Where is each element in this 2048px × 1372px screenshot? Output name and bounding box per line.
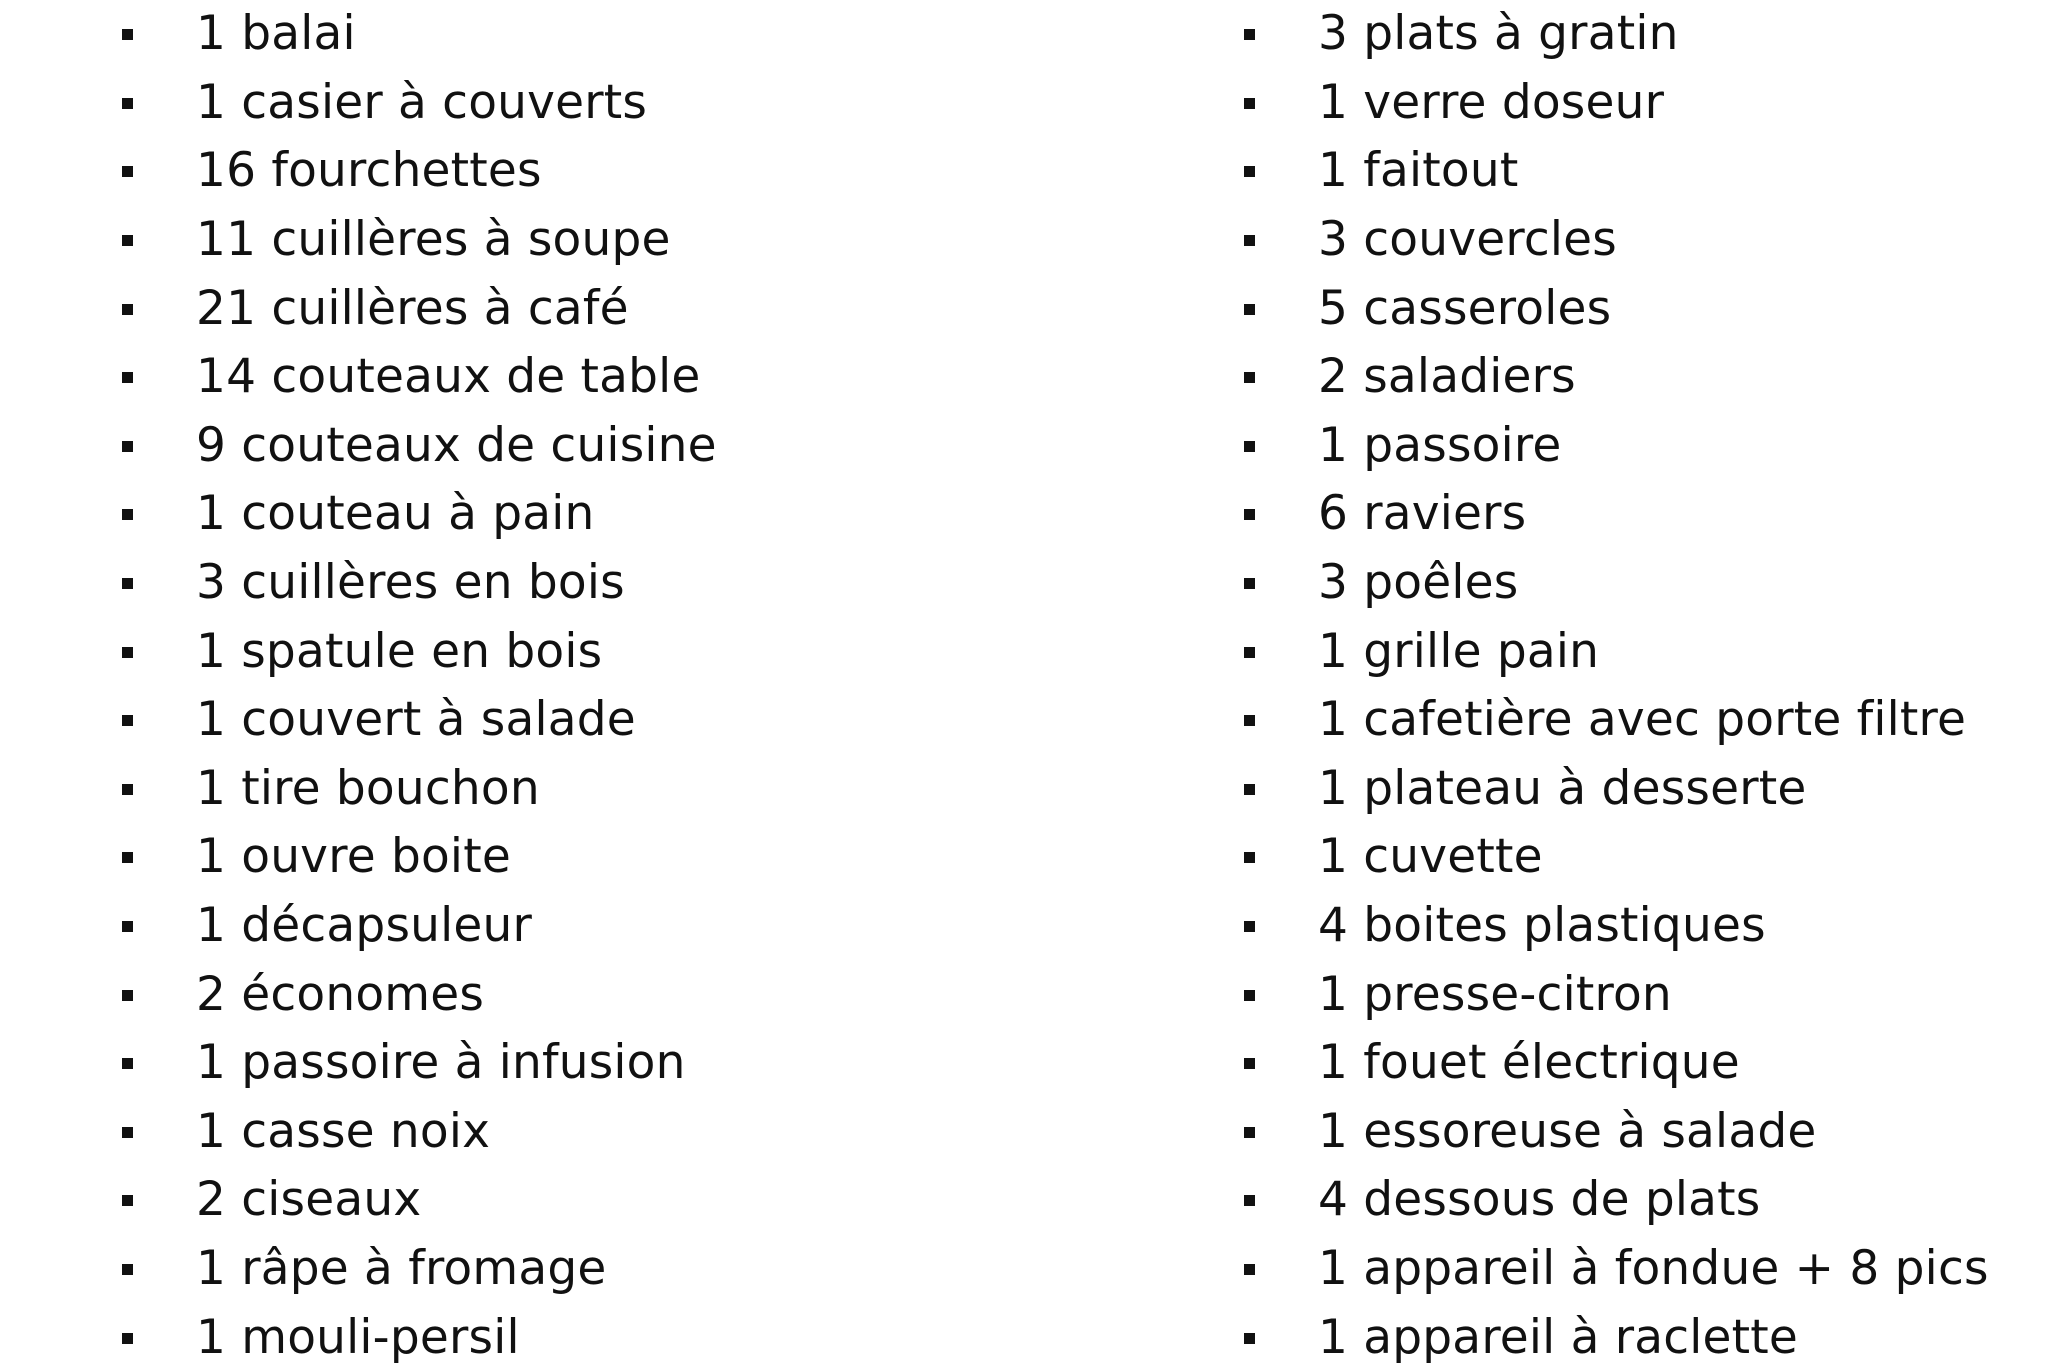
list-item xyxy=(110,892,1110,961)
square-bullet-icon xyxy=(1244,1195,1255,1206)
list-item xyxy=(110,274,1110,343)
list-item-text: 1 passoire à infusion xyxy=(196,1035,686,1091)
list-item-text: 9 couteaux de cuisine xyxy=(196,417,717,473)
square-bullet-icon xyxy=(122,304,133,315)
square-bullet-icon xyxy=(122,166,133,177)
square-bullet-icon xyxy=(1244,1127,1255,1138)
list-item-text: 1 râpe à fromage xyxy=(196,1240,607,1296)
square-bullet-icon xyxy=(122,1333,133,1344)
list-item xyxy=(1232,960,2012,1029)
list-item xyxy=(110,412,1110,481)
square-bullet-icon xyxy=(122,98,133,109)
list-item xyxy=(1232,1029,2012,1098)
list-item xyxy=(1232,892,2012,961)
list-item xyxy=(110,480,1110,549)
list-item xyxy=(1232,206,2012,275)
list-item-text: 21 cuillères à café xyxy=(196,280,629,336)
square-bullet-icon xyxy=(1244,578,1255,589)
list-item-text: 1 tire bouchon xyxy=(196,760,540,816)
list-item xyxy=(110,1166,1110,1235)
square-bullet-icon xyxy=(1244,1333,1255,1344)
list-item-text: 11 cuillères à soupe xyxy=(196,212,671,268)
list-item-text: 3 cuillères en bois xyxy=(196,555,625,611)
list-item xyxy=(1232,274,2012,343)
list-item xyxy=(110,617,1110,686)
list-item xyxy=(1232,617,2012,686)
list-item xyxy=(110,549,1110,618)
list-item xyxy=(1232,823,2012,892)
list-item xyxy=(1232,1235,2012,1304)
list-item-text: 1 passoire xyxy=(1318,417,1562,473)
square-bullet-icon xyxy=(1244,990,1255,1001)
list-item xyxy=(1232,412,2012,481)
square-bullet-icon xyxy=(122,784,133,795)
list-item-text: 1 cuvette xyxy=(1318,829,1543,885)
list-item-text: 2 saladiers xyxy=(1318,349,1576,405)
square-bullet-icon xyxy=(1244,509,1255,520)
square-bullet-icon xyxy=(1244,852,1255,863)
square-bullet-icon xyxy=(122,647,133,658)
list-item xyxy=(1232,343,2012,412)
list-item xyxy=(1232,1098,2012,1167)
list-item xyxy=(1232,1303,2012,1372)
list-item-text: 1 décapsuleur xyxy=(196,898,533,954)
list-item xyxy=(110,0,1110,69)
list-item xyxy=(110,206,1110,275)
list-item xyxy=(110,686,1110,755)
square-bullet-icon xyxy=(1244,441,1255,452)
right-inventory-list xyxy=(1232,0,2012,1372)
square-bullet-icon xyxy=(122,1264,133,1275)
square-bullet-icon xyxy=(1244,784,1255,795)
list-item-text: 1 essoreuse à salade xyxy=(1318,1103,1817,1159)
list-item xyxy=(110,1235,1110,1304)
list-item xyxy=(1232,549,2012,618)
square-bullet-icon xyxy=(1244,1264,1255,1275)
list-item xyxy=(1232,480,2012,549)
square-bullet-icon xyxy=(1244,715,1255,726)
list-item-text: 3 couvercles xyxy=(1318,212,1617,268)
list-item xyxy=(1232,69,2012,138)
list-item-text: 3 plats à gratin xyxy=(1318,6,1679,62)
square-bullet-icon xyxy=(122,1127,133,1138)
list-item-text: 1 verre doseur xyxy=(1318,74,1665,130)
list-item xyxy=(1232,0,2012,69)
list-item-text: 1 casier à couverts xyxy=(196,74,648,130)
square-bullet-icon xyxy=(1244,304,1255,315)
list-item xyxy=(110,823,1110,892)
list-item xyxy=(1232,686,2012,755)
square-bullet-icon xyxy=(122,509,133,520)
square-bullet-icon xyxy=(122,441,133,452)
list-item-text: 1 couvert à salade xyxy=(196,692,636,748)
list-item-text: 6 raviers xyxy=(1318,486,1527,542)
list-item-text: 1 fouet électrique xyxy=(1318,1035,1740,1091)
square-bullet-icon xyxy=(1244,647,1255,658)
square-bullet-icon xyxy=(1244,921,1255,932)
list-item-text: 5 casseroles xyxy=(1318,280,1612,336)
list-item xyxy=(110,1098,1110,1167)
list-item-text: 1 cafetière avec porte filtre xyxy=(1318,692,1967,748)
square-bullet-icon xyxy=(1244,98,1255,109)
square-bullet-icon xyxy=(1244,372,1255,383)
list-item-text: 16 fourchettes xyxy=(196,143,542,199)
list-item-text: 2 économes xyxy=(196,966,485,1022)
list-item-text: 1 appareil à raclette xyxy=(1318,1309,1799,1365)
square-bullet-icon xyxy=(122,1058,133,1069)
list-item xyxy=(110,755,1110,824)
square-bullet-icon xyxy=(122,235,133,246)
list-item-text: 1 faitout xyxy=(1318,143,1519,199)
list-item-text: 1 plateau à desserte xyxy=(1318,760,1807,816)
list-item-text: 4 dessous de plats xyxy=(1318,1172,1761,1228)
square-bullet-icon xyxy=(1244,29,1255,40)
left-inventory-list xyxy=(110,0,1110,1372)
list-item-text: 1 mouli-persil xyxy=(196,1309,520,1365)
list-item-text: 1 ouvre boite xyxy=(196,829,511,885)
list-item xyxy=(110,1303,1110,1372)
list-item xyxy=(110,69,1110,138)
list-item xyxy=(1232,1166,2012,1235)
square-bullet-icon xyxy=(122,921,133,932)
list-item-text: 1 spatule en bois xyxy=(196,623,603,679)
list-item-text: 2 ciseaux xyxy=(196,1172,422,1228)
square-bullet-icon xyxy=(122,852,133,863)
square-bullet-icon xyxy=(122,715,133,726)
list-item-text: 1 casse noix xyxy=(196,1103,491,1159)
square-bullet-icon xyxy=(122,578,133,589)
list-item-text: 1 presse-citron xyxy=(1318,966,1672,1022)
list-item xyxy=(110,960,1110,1029)
list-item-text: 14 couteaux de table xyxy=(196,349,701,405)
square-bullet-icon xyxy=(122,1195,133,1206)
list-item-text: 3 poêles xyxy=(1318,555,1519,611)
list-item-text: 1 couteau à pain xyxy=(196,486,595,542)
list-item xyxy=(1232,755,2012,824)
list-item xyxy=(110,343,1110,412)
list-item xyxy=(110,137,1110,206)
list-item xyxy=(1232,137,2012,206)
square-bullet-icon xyxy=(1244,166,1255,177)
square-bullet-icon xyxy=(122,990,133,1001)
list-item xyxy=(110,1029,1110,1098)
list-item-text: 4 boites plastiques xyxy=(1318,898,1766,954)
list-item-text: 1 grille pain xyxy=(1318,623,1600,679)
list-item-text: 1 appareil à fondue + 8 pics xyxy=(1318,1240,1989,1296)
square-bullet-icon xyxy=(1244,1058,1255,1069)
square-bullet-icon xyxy=(122,372,133,383)
square-bullet-icon xyxy=(1244,235,1255,246)
list-item-text: 1 balai xyxy=(196,6,356,62)
square-bullet-icon xyxy=(122,29,133,40)
